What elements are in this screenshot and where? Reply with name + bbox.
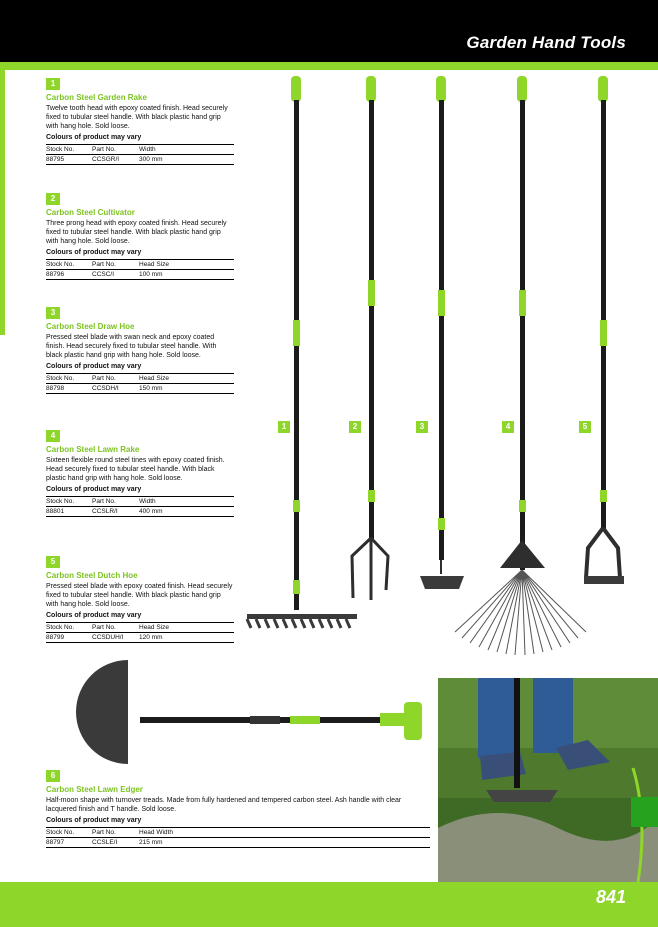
callout-2: 2 xyxy=(349,421,361,433)
dutch-hoe-image xyxy=(584,76,624,584)
colour-note: Colours of product may vary xyxy=(46,134,142,141)
product-description: Twelve tooth head with epoxy coated finish. Head securely fixed to tubular steel handle. With black plastic hand grip with hang hole. Sold loose. xyxy=(46,105,228,130)
part-header: Part No. xyxy=(92,260,139,270)
stock-header: Stock No. xyxy=(46,260,92,270)
size-header: Head Size xyxy=(139,623,234,633)
lawn-edger-image xyxy=(50,660,422,764)
product-number: 5 xyxy=(46,556,60,568)
product-description: Pressed steel blade with swan neck and epoxy coated finish. Head securely fixed to tubular steel handle. With black plastic hand grip with hang hole. Sold loose. xyxy=(46,334,217,359)
size-header: Head Size xyxy=(139,374,234,384)
stock-value: 88795 xyxy=(46,155,92,165)
product-number: 1 xyxy=(46,78,60,90)
cultivator-image xyxy=(352,76,388,600)
part-header: Part No. xyxy=(92,497,139,507)
colour-note: Colours of product may vary xyxy=(46,249,142,256)
stock-value: 88798 xyxy=(46,384,92,394)
size-value: 300 mm xyxy=(139,155,234,165)
size-value: 400 mm xyxy=(139,507,234,517)
part-value: CCSDUH/I xyxy=(92,633,139,643)
product-description: Half-moon shape with turnover treads. Made from fully hardened and tempered carbon steel. Ash handle with clear lacquered finish and T handle. Sold loose. xyxy=(46,797,402,813)
size-value: 100 mm xyxy=(139,270,234,280)
stock-header: Stock No. xyxy=(46,828,92,838)
callout-1: 1 xyxy=(278,421,290,433)
page-number: 841 xyxy=(595,887,626,907)
product-description: Three prong head with epoxy coated finish. Head securely fixed to tubular steel handle. With black plastic hand grip with hang hole. Sold loose. xyxy=(46,220,227,245)
stock-value: 88799 xyxy=(46,633,92,643)
product-name: Carbon Steel Draw Hoe xyxy=(46,322,135,331)
product-number: 2 xyxy=(46,193,60,205)
part-header: Part No. xyxy=(92,145,139,155)
part-value: CCSDH/I xyxy=(92,384,139,394)
product-number: 3 xyxy=(46,307,60,319)
product-description: Sixteen flexible round steel tines with epoxy coated finish. Head securely fixed to tubular steel handle. With black plastic hand grip with hang hole. Sold loose. xyxy=(46,457,225,482)
size-header: Head Size xyxy=(139,260,234,270)
edger-in-use-photo xyxy=(438,678,658,882)
part-value: CCSLR/I xyxy=(92,507,139,517)
garden-rake-image xyxy=(247,76,357,628)
draw-hoe-image xyxy=(420,76,464,589)
colour-note: Colours of product may vary xyxy=(46,817,142,824)
page-title: Garden Hand Tools xyxy=(466,33,626,52)
size-value: 215 mm xyxy=(139,838,430,848)
size-value: 150 mm xyxy=(139,384,234,394)
product-name: Carbon Steel Garden Rake xyxy=(46,93,147,102)
colour-note: Colours of product may vary xyxy=(46,612,142,619)
part-header: Part No. xyxy=(92,623,139,633)
size-header: Width xyxy=(139,497,234,507)
callout-3: 3 xyxy=(416,421,428,433)
size-value: 120 mm xyxy=(139,633,234,643)
part-value: CCSLE/I xyxy=(92,838,139,848)
product-description: Pressed steel blade with epoxy coated finish. Head securely fixed to tubular steel handle. With black plastic hand grip with hang hole. Sold loose. xyxy=(46,583,233,608)
colour-note: Colours of product may vary xyxy=(46,486,142,493)
product-name: Carbon Steel Lawn Edger xyxy=(46,785,143,794)
stock-value: 88801 xyxy=(46,507,92,517)
colour-note: Colours of product may vary xyxy=(46,363,142,370)
footer-bar xyxy=(0,882,658,927)
photo-illustration xyxy=(438,678,658,882)
stock-header: Stock No. xyxy=(46,497,92,507)
product-number: 6 xyxy=(46,770,60,782)
stock-header: Stock No. xyxy=(46,623,92,633)
stock-header: Stock No. xyxy=(46,145,92,155)
product-number: 4 xyxy=(46,430,60,442)
size-header: Head Width xyxy=(139,828,430,838)
part-value: CCSGR/I xyxy=(92,155,139,165)
product-name: Carbon Steel Lawn Rake xyxy=(46,445,140,454)
part-header: Part No. xyxy=(92,828,139,838)
size-header: Width xyxy=(139,145,234,155)
part-value: CCSC/I xyxy=(92,270,139,280)
lawn-rake-image xyxy=(455,76,586,655)
stock-value: 88796 xyxy=(46,270,92,280)
stock-header: Stock No. xyxy=(46,374,92,384)
callout-4: 4 xyxy=(502,421,514,433)
product-name: Carbon Steel Cultivator xyxy=(46,208,135,217)
callout-5: 5 xyxy=(579,421,591,433)
part-header: Part No. xyxy=(92,374,139,384)
section-tab xyxy=(631,797,658,827)
product-name: Carbon Steel Dutch Hoe xyxy=(46,571,138,580)
stock-value: 88797 xyxy=(46,838,92,848)
